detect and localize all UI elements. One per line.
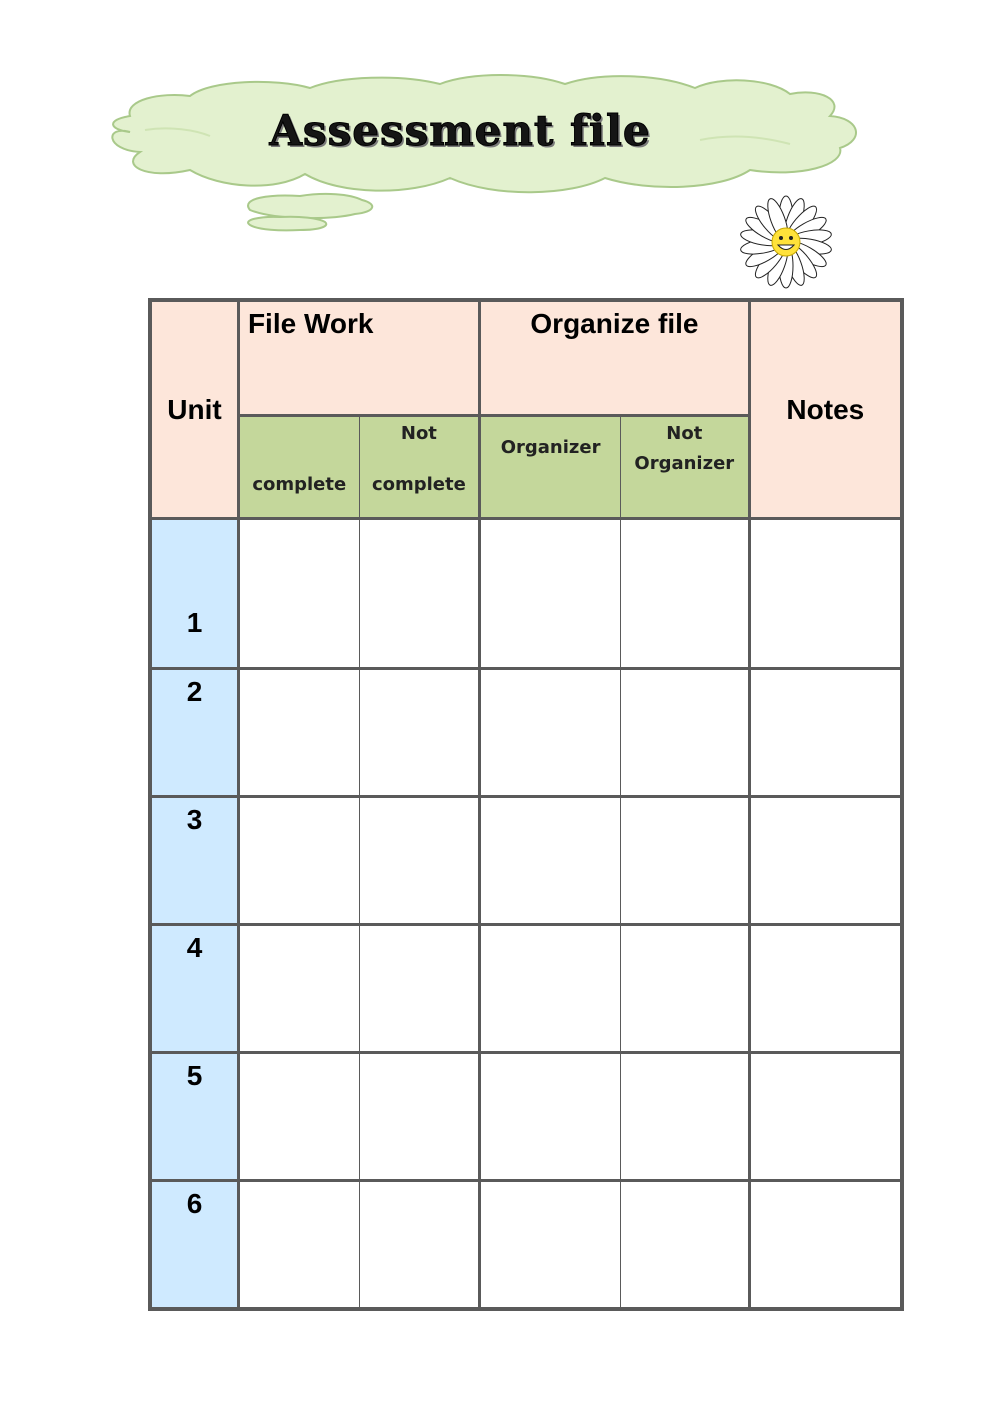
complete-cell[interactable] <box>238 797 359 925</box>
notes-cell[interactable] <box>749 669 902 797</box>
complete-cell[interactable] <box>238 519 359 669</box>
notes-header: Notes <box>749 300 902 519</box>
unit-row <box>150 669 902 797</box>
unit-number: 1 <box>150 519 238 669</box>
unit-row <box>150 519 902 669</box>
unit-number: 3 <box>150 797 238 925</box>
organizer-cell[interactable] <box>480 797 621 925</box>
not-organizer-cell[interactable] <box>620 925 749 1053</box>
not-organizer-cell[interactable] <box>620 1181 749 1310</box>
not-complete-cell[interactable] <box>359 1181 480 1310</box>
unit-number: 4 <box>150 925 238 1053</box>
not-organizer-label-line2: Organizer <box>634 453 735 474</box>
not-organizer-cell[interactable] <box>620 1053 749 1181</box>
organizer-header <box>480 416 621 519</box>
notes-cell[interactable] <box>749 1053 902 1181</box>
organize-file-header <box>480 300 749 416</box>
unit-number: 2 <box>150 669 238 797</box>
not-organizer-label-line1: Not <box>666 423 703 444</box>
not-complete-cell[interactable] <box>359 669 480 797</box>
complete-cell[interactable] <box>238 669 359 797</box>
complete-cell[interactable] <box>238 1053 359 1181</box>
not-complete-cell[interactable] <box>359 519 480 669</box>
organizer-label: Organizer <box>500 437 601 458</box>
notes-cell[interactable] <box>749 519 902 669</box>
unit-row <box>150 925 902 1053</box>
not-complete-label-line2: complete <box>371 474 466 495</box>
organizer-cell[interactable] <box>480 925 621 1053</box>
unit-row <box>150 1181 902 1310</box>
organizer-cell[interactable] <box>480 669 621 797</box>
not-organizer-cell[interactable] <box>620 519 749 669</box>
unit-number: 5 <box>150 1053 238 1181</box>
unit-row <box>150 1053 902 1181</box>
not-complete-cell[interactable] <box>359 925 480 1053</box>
unit-row <box>150 797 902 925</box>
organize-file-label: Organize file <box>530 308 699 339</box>
complete-header <box>238 416 359 519</box>
organizer-cell[interactable] <box>480 1181 621 1310</box>
daisy-smiley-icon <box>738 192 834 292</box>
complete-label: complete <box>252 474 347 495</box>
file-work-header <box>238 300 479 416</box>
not-organizer-cell[interactable] <box>620 797 749 925</box>
organizer-cell[interactable] <box>480 519 621 669</box>
unit-header: Unit <box>150 300 238 519</box>
not-complete-cell[interactable] <box>359 797 480 925</box>
file-work-label: File Work <box>247 308 374 339</box>
header-row <box>150 300 902 416</box>
notes-cell[interactable] <box>749 797 902 925</box>
notes-cell[interactable] <box>749 1181 902 1310</box>
page-title: Assessment file <box>269 106 651 155</box>
not-complete-label-line1: Not <box>400 423 437 444</box>
complete-cell[interactable] <box>238 925 359 1053</box>
not-organizer-cell[interactable] <box>620 669 749 797</box>
organizer-cell[interactable] <box>480 1053 621 1181</box>
not-complete-cell[interactable] <box>359 1053 480 1181</box>
complete-cell[interactable] <box>238 1181 359 1310</box>
assessment-table <box>148 298 904 1311</box>
unit-number: 6 <box>150 1181 238 1310</box>
not-complete-header <box>359 416 480 519</box>
not-organizer-header <box>620 416 749 519</box>
notes-cell[interactable] <box>749 925 902 1053</box>
